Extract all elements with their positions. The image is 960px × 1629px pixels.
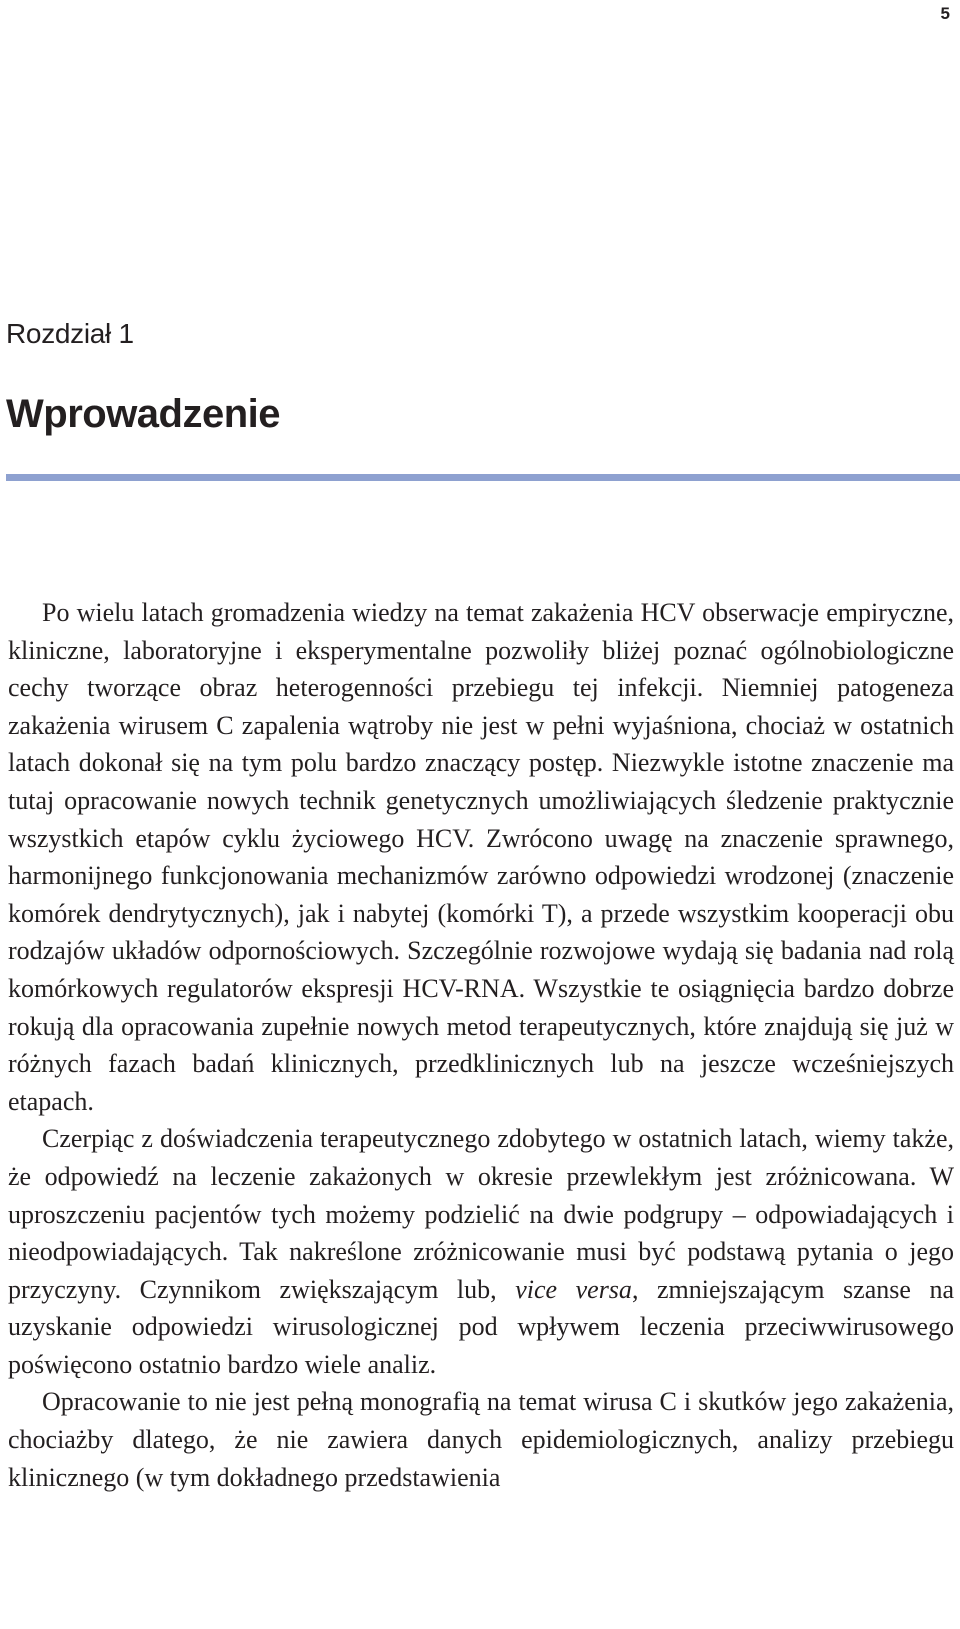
paragraph-3: Opracowanie to nie jest pełną monografią na temat wirusa C i skutków jego zakażenia, chociażby dlatego, że nie zawiera danych epidemiologicznych, analizy przebiegu klinicznego (w tym dokładnego przedstawienia xyxy=(8,1387,954,1492)
paragraph-2-italic-phrase: vice versa xyxy=(515,1274,632,1304)
body-text xyxy=(8,594,954,1496)
title-divider xyxy=(6,474,960,481)
chapter-label: Rozdział 1 xyxy=(6,318,134,349)
paragraph-2 xyxy=(8,1120,954,1383)
chapter-title: Wprowadzenie xyxy=(6,392,281,436)
paragraph-2-text-start: Czerpiąc z doświadczenia terapeutycznego zdobytego w ostatnich latach, wiemy także, że odpowiedź na leczenie zakażonych w okresie przewlekłym jest zróżnicowana. W uproszczeniu pacjentów tych możemy podzielić na dwie podgrupy – odpowiadających i nieodpowiadających. Tak nakreślone zróżnicowanie musi być podstawą pytania o jego przyczyny. Czynnikom zwiększającym lub, xyxy=(8,1124,954,1304)
paragraph-2-text-end: , zmniejszającym szanse na uzyskanie odpowiedzi wirusologicznej pod wpływem leczenia przeciwwirusowego poświęcono ostatnio bardzo wiele analiz. xyxy=(8,1274,954,1379)
page-number: 5 xyxy=(940,4,950,23)
paragraph-1: Po wielu latach gromadzenia wiedzy na temat zakażenia HCV obserwacje empiryczne, kliniczne, laboratoryjne i eksperymentalne pozwoliły bliżej poznać ogólnobiologiczne cechy tworzące obraz heterogenności przebiegu tej infekcji. Niemniej patogeneza zakażenia wirusem C zapalenia wątroby nie jest w pełni wyjaśniona, chociaż w ostatnich latach dokonał się na tym polu bardzo znaczący postęp. Niezwykle istotne znaczenie ma tutaj opracowanie nowych technik genetycznych umożliwiających śledzenie praktycznie wszystkich etapów cyklu życiowego HCV. Zwrócono uwagę na znaczenie sprawnego, harmonijnego funkcjonowania mechanizmów zarówno odpowiedzi wrodzonej (znaczenie komórek dendrytycznych), jak i nabytej (komórki T), a przede wszystkim kooperacji obu rodzajów układów odpornościowych. Szczególnie rozwojowe wydają się badania nad rolą komórkowych regulatorów ekspresji HCV-RNA. Wszystkie te osiągnięcia bardzo dobrze rokują dla opracowania zupełnie nowych metod terapeutycznych, które znajdują się już w różnych fazach badań klinicznych, przedklinicznych lub na jeszcze wcześniejszych etapach. xyxy=(8,598,954,1116)
